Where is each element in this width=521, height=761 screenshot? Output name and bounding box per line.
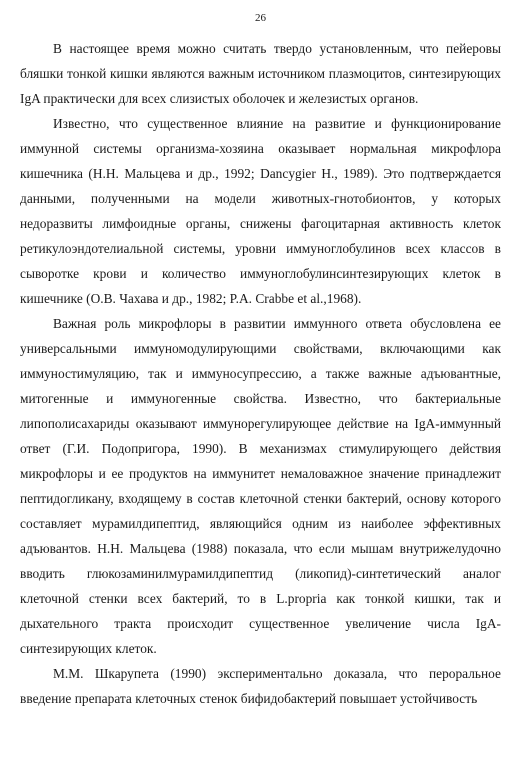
body-text [20,36,501,711]
paragraph-shkarupeta: М.М. Шкарупета (1990) экспериментально доказала, что пероральное введение препарата клеточных стенок бифидобактерий повышает устойчивость [20,666,501,706]
paragraph-microflora-role: Важная роль микрофлоры в развитии иммунного ответа обусловлена ее универсальными иммуномодулирующими свойствами, включающими как иммуностимуляцию, так и иммуносупрессию, а также важные адъювантные, митогенные и иммуногенные свойства. Известно, что бактериальные липополисахариды оказывают иммунорегулирующее действие на IgA-иммунный ответ (Г.И. Подопригора, 1990). В механизмах стимулирующего действия микрофлоры и ее продуктов на иммунитет немаловажное значение принадлежит пептидогликану, входящему в состав клеточной стенки бактерий, основу которого составляет мурамилдипептид, являющийся одним из наиболее эффективных адъювантов. Н.Н. Мальцева (1988) показала, что если мышам внутрижелудочно вводить глюкозаминилмурамилдипептид (ликопид)-синтетический аналог клеточной стенки всех бактерий, то в L.propria как тонкой кишки, так и дыхательного тракта происходит существенное увеличение числа IgA-синтезирующих клеток. [20,316,501,656]
paragraph-peyer-patches: В настоящее время можно считать твердо установленным, что пейеровы бляшки тонкой кишки являются важным источником плазмоцитов, синтезирующих IgA практически для всех слизистых оболочек и железистых органов. [20,41,501,106]
page-number: 26 [255,12,266,24]
paragraph-microflora-influence: Известно, что существенное влияние на развитие и функционирование иммунной системы организма-хозяина оказывает нормальная микрофлора кишечника (Н.Н. Мальцева и др., 1992; Dancygier H., 1989). Это подтверждается данными, полученными на модели животных-гнотобионтов, у которых недоразвиты лимфоидные органы, снижены фагоцитарная активность клеток ретикулоэндотелиальной системы, уровни иммуноглобулинов всех классов в сыворотке крови и количество иммуноглобулинсинтезирующих клеток в кишечнике (О.В. Чахава и др., 1982; P.A. Crabbe et al.,1968). [20,116,501,306]
